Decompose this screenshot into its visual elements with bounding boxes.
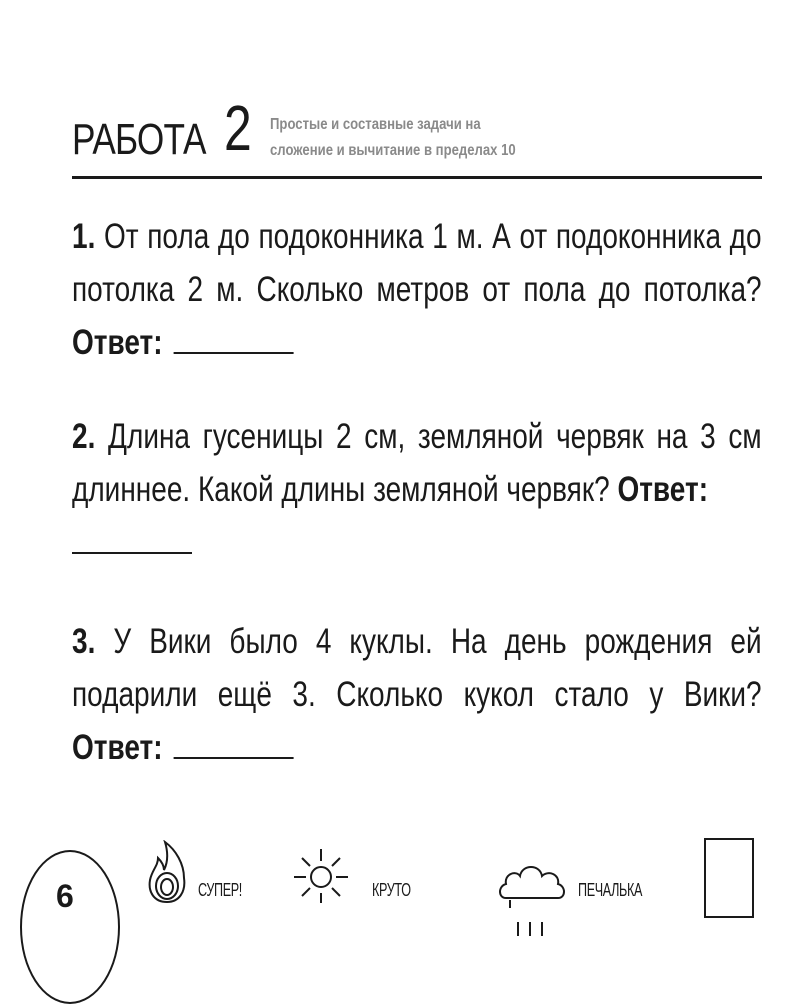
header-divider bbox=[72, 176, 762, 179]
task-1 bbox=[72, 210, 762, 369]
work-number: 2 bbox=[224, 92, 252, 164]
task-text: Длина гусеницы 2 см, земляной червяк на 3 см длиннее. Какой длины земляной червяк? bbox=[72, 417, 762, 509]
answer-blank[interactable] bbox=[174, 326, 294, 354]
task-number: 3. bbox=[72, 622, 96, 661]
answer-label: Ответ: bbox=[72, 728, 163, 767]
work-subtitle bbox=[270, 112, 614, 164]
task-text: У Вики было 4 куклы. На день рождения ей подарили ещё 3. Сколько кукол стало у Вики? bbox=[72, 622, 762, 714]
task-text: От пола до подоконника 1 м. А от подоконника до потолка 2 м. Сколько метров от пола до потолка? bbox=[72, 217, 762, 309]
task-2 bbox=[72, 410, 762, 569]
work-title: РАБОТА bbox=[72, 115, 206, 164]
answer-label: Ответ: bbox=[617, 470, 709, 509]
task-number: 2. bbox=[72, 417, 96, 456]
work-header bbox=[72, 92, 762, 180]
task-number: 1. bbox=[72, 217, 96, 256]
page-number-circle bbox=[20, 850, 120, 1004]
answer-label: Ответ: bbox=[72, 323, 163, 362]
rating-label-cool: КРУТО bbox=[372, 880, 411, 900]
rain-cloud-icon bbox=[496, 848, 568, 940]
rating-label-sad: ПЕЧАЛЬКА bbox=[578, 880, 643, 900]
fire-icon bbox=[146, 840, 188, 904]
self-assessment-footer bbox=[0, 820, 800, 1000]
answer-blank[interactable] bbox=[174, 731, 294, 759]
answer-blank[interactable] bbox=[72, 526, 192, 554]
task-3 bbox=[72, 615, 762, 774]
page-number: 6 bbox=[56, 878, 74, 914]
subtitle-line-1: Простые и составные задачи на bbox=[270, 116, 481, 133]
sun-icon bbox=[292, 846, 350, 904]
rating-label-super: СУПЕР! bbox=[198, 880, 242, 900]
subtitle-line-2: сложение и вычитание в пределах 10 bbox=[270, 142, 516, 159]
self-assessment-box[interactable] bbox=[704, 838, 754, 918]
